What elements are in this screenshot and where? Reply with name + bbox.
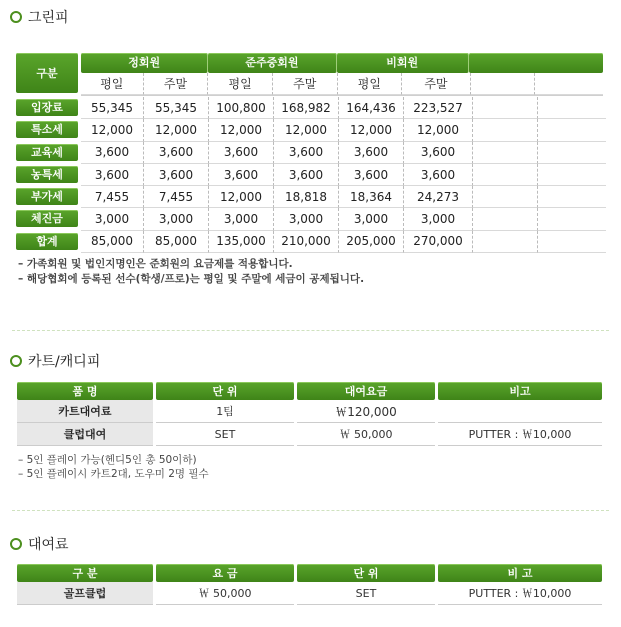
fee-cell: 12,000 xyxy=(209,119,274,141)
subheader-weekday: 평일 xyxy=(81,73,144,95)
fee-cell: 3,600 xyxy=(404,164,473,186)
fee-cell: 100,800 xyxy=(209,97,274,119)
fee-cell: 3,000 xyxy=(339,208,404,230)
fee-cell: 3,000 xyxy=(209,208,274,230)
fee-cell: 18,818 xyxy=(274,186,339,208)
row-label: 부가세 xyxy=(16,188,78,205)
empty-cell xyxy=(473,142,538,164)
fee-cell: 168,982 xyxy=(274,97,339,119)
cart-caddie-title xyxy=(10,351,100,371)
row-label: 입장료 xyxy=(16,99,78,116)
empty-cell xyxy=(538,208,606,230)
rental-header-fee: 요 금 xyxy=(156,564,294,582)
empty-cell xyxy=(538,164,606,186)
group-associate-member: 준주중회원 xyxy=(208,53,336,73)
rental-header-unit: 단 위 xyxy=(297,564,435,582)
fee-cell: 3,600 xyxy=(339,164,404,186)
empty-cell xyxy=(473,186,538,208)
empty-cell xyxy=(473,208,538,230)
group-non-member: 비회원 xyxy=(337,53,469,73)
rental-title xyxy=(10,534,69,554)
fee-cell: 3,600 xyxy=(274,142,339,164)
golf-club-remarks: PUTTER : ￦10,000 xyxy=(438,582,602,605)
fee-cell: 12,000 xyxy=(209,186,274,208)
fee-cell: 3,000 xyxy=(274,208,339,230)
club-rental-fee: ￦ 50,000 xyxy=(297,423,435,446)
table-row xyxy=(16,231,606,253)
golf-club-fee: ￦ 50,000 xyxy=(156,582,294,605)
empty-cell xyxy=(473,119,538,141)
empty-cell xyxy=(473,164,538,186)
fee-cell: 3,000 xyxy=(404,208,473,230)
green-fee-note: – 가족회원 및 법인지명인은 준회원의 요금제를 적용합니다. xyxy=(18,258,293,270)
fee-cell: 164,436 xyxy=(339,97,404,119)
cart-header-remarks: 비고 xyxy=(438,382,602,400)
table-row xyxy=(16,164,606,186)
empty-cell xyxy=(473,231,538,253)
cart-header-unit: 단 위 xyxy=(156,382,294,400)
fee-cell: 135,000 xyxy=(209,231,274,253)
rental-header-remarks: 비 고 xyxy=(438,564,602,582)
cart-header-fee: 대여요금 xyxy=(297,382,435,400)
section-divider xyxy=(12,510,609,511)
empty-cell xyxy=(473,97,538,119)
subheader-weekday: 평일 xyxy=(208,73,273,95)
club-rental-unit: SET xyxy=(156,423,294,446)
fee-cell: 3,600 xyxy=(209,164,274,186)
row-label: 특소세 xyxy=(16,121,78,138)
green-fee-title xyxy=(10,7,69,27)
fee-cell: 3,600 xyxy=(339,142,404,164)
group-regular-member: 정회원 xyxy=(81,53,208,73)
bullet-icon xyxy=(10,11,22,23)
fee-cell: 210,000 xyxy=(274,231,339,253)
green-fee-table xyxy=(16,53,606,253)
fee-cell: 55,345 xyxy=(81,97,144,119)
section-divider xyxy=(12,330,609,331)
fee-cell: 7,455 xyxy=(144,186,209,208)
cart-rental-remarks xyxy=(438,400,602,423)
table-row xyxy=(16,119,606,141)
fee-cell: 12,000 xyxy=(404,119,473,141)
cart-rental-fee: ￦120,000 xyxy=(297,400,435,423)
fee-cell: 7,455 xyxy=(81,186,144,208)
bullet-icon xyxy=(10,355,22,367)
cart-note: – 5인 플레이시 카트2대, 도우미 2명 필수 xyxy=(18,468,209,480)
empty-cell xyxy=(538,186,606,208)
cart-note: – 5인 플레이 가능(헨디5인 총 50이하) xyxy=(18,454,197,466)
bullet-icon xyxy=(10,538,22,550)
table-row xyxy=(16,142,606,164)
fee-cell: 3,000 xyxy=(144,208,209,230)
fee-cell: 12,000 xyxy=(339,119,404,141)
corner-header-label: 구분 xyxy=(36,67,58,80)
subheader-blank xyxy=(535,73,603,95)
subheader-weekend: 주말 xyxy=(144,73,209,95)
fee-cell: 3,600 xyxy=(274,164,339,186)
cart-table xyxy=(17,382,602,446)
golf-club-unit: SET xyxy=(297,582,435,605)
table-row xyxy=(16,186,606,208)
subheader-weekend: 주말 xyxy=(273,73,338,95)
subheader-weekday: 평일 xyxy=(338,73,403,95)
subheader-blank xyxy=(471,73,536,95)
fee-cell: 3,600 xyxy=(144,142,209,164)
club-rental-label: 클럽대여 xyxy=(17,423,153,446)
cart-header-item: 품 명 xyxy=(17,382,153,400)
fee-cell: 24,273 xyxy=(404,186,473,208)
fee-cell: 3,600 xyxy=(404,142,473,164)
fee-cell: 3,000 xyxy=(81,208,144,230)
row-label: 교육세 xyxy=(16,144,78,161)
green-fee-note: – 해당협회에 등록된 선수(학생/프로)는 평일 및 주말에 세금이 공제됩니다. xyxy=(18,273,365,285)
club-rental-remarks: PUTTER : ￦10,000 xyxy=(438,423,602,446)
fee-cell: 205,000 xyxy=(339,231,404,253)
fee-cell: 270,000 xyxy=(404,231,473,253)
row-label: 농특세 xyxy=(16,166,78,183)
corner-header xyxy=(16,53,78,93)
subheader-weekend: 주말 xyxy=(402,73,471,95)
cart-rental-unit: 1팀 xyxy=(156,400,294,423)
rental-table xyxy=(17,564,602,605)
fee-cell: 3,600 xyxy=(81,164,144,186)
fee-cell: 3,600 xyxy=(144,164,209,186)
fee-cell: 18,364 xyxy=(339,186,404,208)
table-row xyxy=(16,97,606,119)
golf-club-label: 골프클럽 xyxy=(17,582,153,605)
fee-cell: 12,000 xyxy=(274,119,339,141)
green-fee-body xyxy=(16,97,606,253)
rental-title-text: 대여료 xyxy=(28,537,69,553)
cart-caddie-title-text: 카트/캐디피 xyxy=(28,354,101,370)
fee-cell: 12,000 xyxy=(144,119,209,141)
cart-rental-label: 카트대여료 xyxy=(17,400,153,423)
fee-cell: 3,600 xyxy=(81,142,144,164)
row-label: 합계 xyxy=(16,233,78,250)
fee-cell: 223,527 xyxy=(404,97,473,119)
green-fee-title-text: 그린피 xyxy=(28,10,69,26)
empty-cell xyxy=(538,142,606,164)
empty-cell xyxy=(538,231,606,253)
rental-header-category: 구 분 xyxy=(17,564,153,582)
group-blank xyxy=(469,53,603,73)
fee-cell: 55,345 xyxy=(144,97,209,119)
fee-cell: 85,000 xyxy=(144,231,209,253)
empty-cell xyxy=(538,97,606,119)
fee-cell: 3,600 xyxy=(209,142,274,164)
fee-cell: 12,000 xyxy=(81,119,144,141)
table-row xyxy=(16,208,606,230)
fee-cell: 85,000 xyxy=(81,231,144,253)
empty-cell xyxy=(538,119,606,141)
row-label: 체진금 xyxy=(16,210,78,227)
